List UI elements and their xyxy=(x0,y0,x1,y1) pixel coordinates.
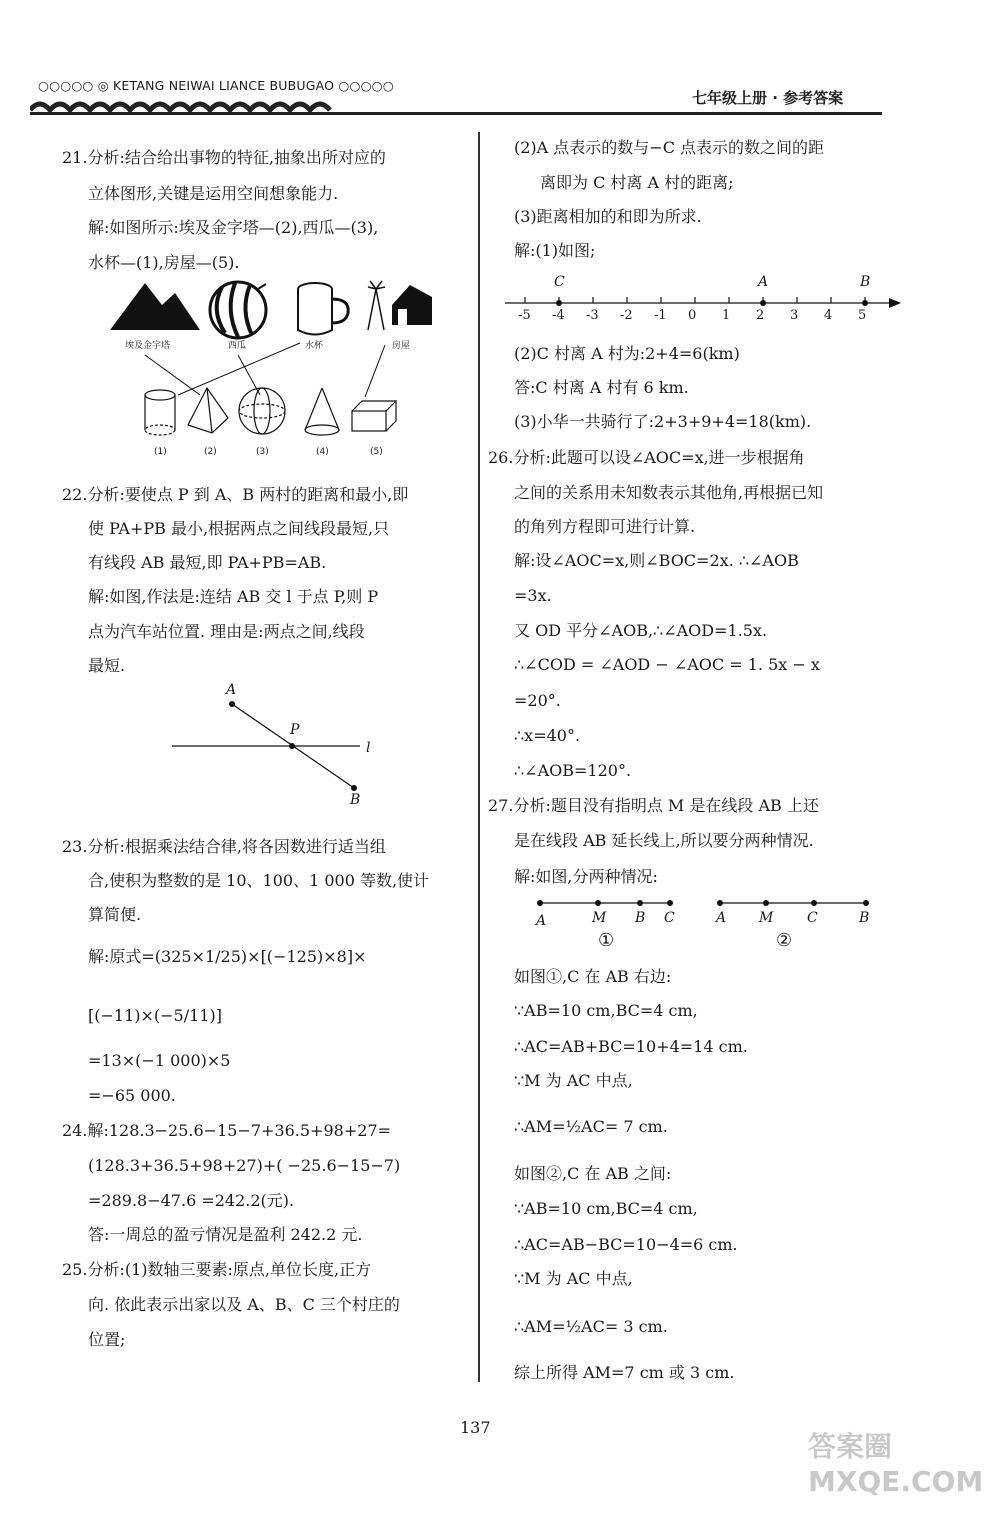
right-column-line: ∴AM=½AC= 7 cm. xyxy=(514,1117,668,1136)
right-column-line: ∵AB=10 cm,BC=4 cm, xyxy=(514,1001,698,1020)
tick-label: -1 xyxy=(654,308,667,323)
left-column-line: 解:如图,作法是:连结 AB 交 l 于点 P,则 P xyxy=(88,587,379,606)
right-column-line: 如图①,C 在 AB 右边: xyxy=(514,967,672,986)
right-column-line: 的角列方程即可进行计算. xyxy=(514,517,696,536)
tick-label: -3 xyxy=(586,308,599,323)
fig27-d2-a: A xyxy=(716,910,727,926)
tick-label: 2 xyxy=(756,308,765,323)
pyramid-solid-icon xyxy=(188,388,228,433)
pyramid-icon xyxy=(110,283,200,330)
left-column-line: 答:一周总的盈亏情况是盈利 242.2 元. xyxy=(88,1225,363,1244)
left-column-line: =−65 000. xyxy=(88,1086,176,1105)
figure-21 xyxy=(100,275,460,450)
left-column-line: (128.3+36.5+98+27)+( −25.6−15−7) xyxy=(88,1156,401,1175)
header-rule xyxy=(30,112,882,115)
number-line-point xyxy=(862,300,868,306)
left-column-line: 使 PA+PB 最小,根据两点之间线段最短,只 xyxy=(88,519,390,538)
right-column-line: (2)C 村离 A 村为:2+4=6(km) xyxy=(514,344,740,363)
label-solid-5: (5) xyxy=(370,447,383,457)
left-column-line: 点为汽车站位置. 理由是:两点之间,线段 xyxy=(88,622,365,641)
label-p: P xyxy=(290,722,300,738)
point-p xyxy=(289,743,295,749)
label-solid-4: (4) xyxy=(316,447,329,457)
left-column-line: =13×(−1 000)×5 xyxy=(88,1051,231,1070)
right-column-line: 解:设∠AOC=x,则∠BOC=2x. ∴∠AOB xyxy=(514,551,799,570)
right-column-line: ∴∠AOB=120°. xyxy=(514,761,632,780)
watermelon-icon xyxy=(210,282,266,338)
cone-icon xyxy=(305,388,339,435)
point-label: A xyxy=(758,274,769,290)
figure-25-number-line xyxy=(505,270,905,330)
label-watermelon: 西瓜 xyxy=(228,341,247,351)
right-column-line: 之间的关系用未知数表示其他角,再根据已知 xyxy=(514,483,824,502)
fig27-d1-m: M xyxy=(592,910,607,926)
left-column-line: 25.分析:(1)数轴三要素:原点,单位长度,正方 xyxy=(62,1260,372,1279)
right-column-line: 又 OD 平分∠AOB,∴∠AOD=1.5x. xyxy=(514,621,768,640)
watermark-logo: 答案圈 MXQE.COM xyxy=(808,1430,984,1498)
fig27-caption-2: ② xyxy=(776,930,793,951)
left-column-line: 24.解:128.3−25.6−15−7+36.5+98+27= xyxy=(62,1121,391,1140)
fig27-d2-b: B xyxy=(859,910,870,926)
tick-label: 5 xyxy=(858,308,867,323)
point-label: B xyxy=(860,274,871,290)
right-column-line: 离即为 C 村离 A 村的距离; xyxy=(540,173,734,192)
left-column-line: 水杯—(1),房屋—(5). xyxy=(88,253,240,272)
right-column-line: 是在线段 AB 延长线上,所以要分两种情况. xyxy=(514,831,814,850)
cup-icon xyxy=(298,283,348,335)
point-label: C xyxy=(554,274,565,290)
right-column-line: ∴AM=½AC= 3 cm. xyxy=(514,1317,668,1336)
right-column-line: 答:C 村离 A 村有 6 km. xyxy=(514,378,689,397)
left-column-line: =289.8−47.6 =242.2(元). xyxy=(88,1191,295,1210)
page-number: 137 xyxy=(460,1418,491,1437)
right-column-line: ∴AC=AB+BC=10+4=14 cm. xyxy=(514,1037,748,1056)
tick-label: -5 xyxy=(518,308,531,323)
tick-label: -2 xyxy=(620,308,633,323)
figure-22 xyxy=(170,690,380,810)
left-column-line: 算简便. xyxy=(88,905,142,924)
left-column-line: 22.分析:要使点 P 到 A、B 两村的距离和最小,即 xyxy=(62,485,409,504)
number-line-point xyxy=(760,300,766,306)
right-column-line: ∴AC=AB−BC=10−4=6 cm. xyxy=(514,1235,738,1254)
fig27-d2-c: C xyxy=(807,910,818,926)
right-column-line: =3x. xyxy=(514,586,552,605)
label-b: B xyxy=(350,792,361,808)
point-a xyxy=(229,701,235,707)
prism-icon xyxy=(352,401,396,431)
right-column-line: 解:如图,分两种情况: xyxy=(514,867,658,886)
label-egypt-pyramid: 埃及金字塔 xyxy=(125,341,171,351)
left-column-line: 21.分析:结合给出事物的特征,抽象出所对应的 xyxy=(62,148,386,167)
left-column-line: [(−11)×(−5/11)] xyxy=(88,1006,222,1025)
header-series-title: ○○○○○ ◎ KETANG NEIWAI LIANCE BUBUGAO ○○○○○ xyxy=(38,78,394,93)
right-column-line: ∴∠COD = ∠AOD − ∠AOC = 1. 5x − x xyxy=(514,655,820,674)
right-column-line: 解:(1)如图; xyxy=(514,241,596,260)
number-line-point xyxy=(556,300,562,306)
left-column-line: 向. 依此表示出家以及 A、B、C 三个村庄的 xyxy=(88,1295,400,1314)
column-divider xyxy=(478,132,480,1382)
figure-27 xyxy=(530,895,880,915)
header-section-title: 七年级上册 · 参考答案 xyxy=(692,89,844,107)
right-column-line: (2)A 点表示的数与−C 点表示的数之间的距 xyxy=(514,138,825,157)
label-cup: 水杯 xyxy=(305,341,324,351)
right-column-line: ∴x=40°. xyxy=(514,726,581,745)
left-column-line: 23.分析:根据乘法结合律,将各因数进行适当组 xyxy=(62,837,386,856)
right-column-line: (3)距离相加的和即为所求. xyxy=(514,207,702,226)
left-column-line: 有线段 AB 最短,即 PA+PB=AB. xyxy=(88,553,327,572)
cylinder-icon xyxy=(145,390,175,435)
fig27-d1-c: C xyxy=(664,910,675,926)
point-b xyxy=(351,785,357,791)
tick-label: 0 xyxy=(688,308,697,323)
left-column-line: 解:原式=(325×1/25)×[(−125)×8]× xyxy=(88,947,367,966)
left-column-line: 解:如图所示:埃及金字塔—(2),西瓜—(3), xyxy=(88,218,379,237)
fig27-d1-b: B xyxy=(635,910,646,926)
label-l: l xyxy=(366,740,371,756)
right-column-line: ∵M 为 AC 中点, xyxy=(514,1071,633,1090)
left-column-line: 合,使积为整数的是 10、100、1 000 等数,使计 xyxy=(88,871,430,890)
tick-label: 3 xyxy=(790,308,799,323)
right-column-line: 26.分析:此题可以设∠AOC=x,进一步根据角 xyxy=(488,448,805,467)
tick-label: -4 xyxy=(552,308,565,323)
right-column-line: (3)小华一共骑行了:2+3+9+4=18(km). xyxy=(514,412,812,431)
label-solid-2: (2) xyxy=(204,447,217,457)
fig27-caption-1: ① xyxy=(598,930,615,951)
label-house: 房屋 xyxy=(392,341,411,351)
sphere-icon xyxy=(239,388,285,434)
right-column-line: 综上所得 AM=7 cm 或 3 cm. xyxy=(514,1363,735,1382)
left-column-line: 立体图形,关键是运用空间想象能力. xyxy=(88,184,339,203)
tick-label: 1 xyxy=(722,308,731,323)
label-solid-3: (3) xyxy=(256,447,269,457)
left-column-line: 最短. xyxy=(88,656,126,675)
right-column-line: 如图②,C 在 AB 之间: xyxy=(514,1164,672,1183)
label-solid-1: (1) xyxy=(154,447,167,457)
right-column-line: ∵M 为 AC 中点, xyxy=(514,1269,633,1288)
fig27-d1-a: A xyxy=(536,913,547,929)
left-column-line: 位置; xyxy=(88,1330,126,1349)
right-column-line: =20°. xyxy=(514,691,561,710)
label-a: A xyxy=(226,682,237,698)
tick-label: 4 xyxy=(824,308,833,323)
house-icon xyxy=(368,281,432,330)
right-column-line: 27.分析:题目没有指明点 M 是在线段 AB 上还 xyxy=(488,796,819,815)
fig27-d2-m: M xyxy=(759,910,774,926)
right-column-line: ∵AB=10 cm,BC=4 cm, xyxy=(514,1199,698,1218)
